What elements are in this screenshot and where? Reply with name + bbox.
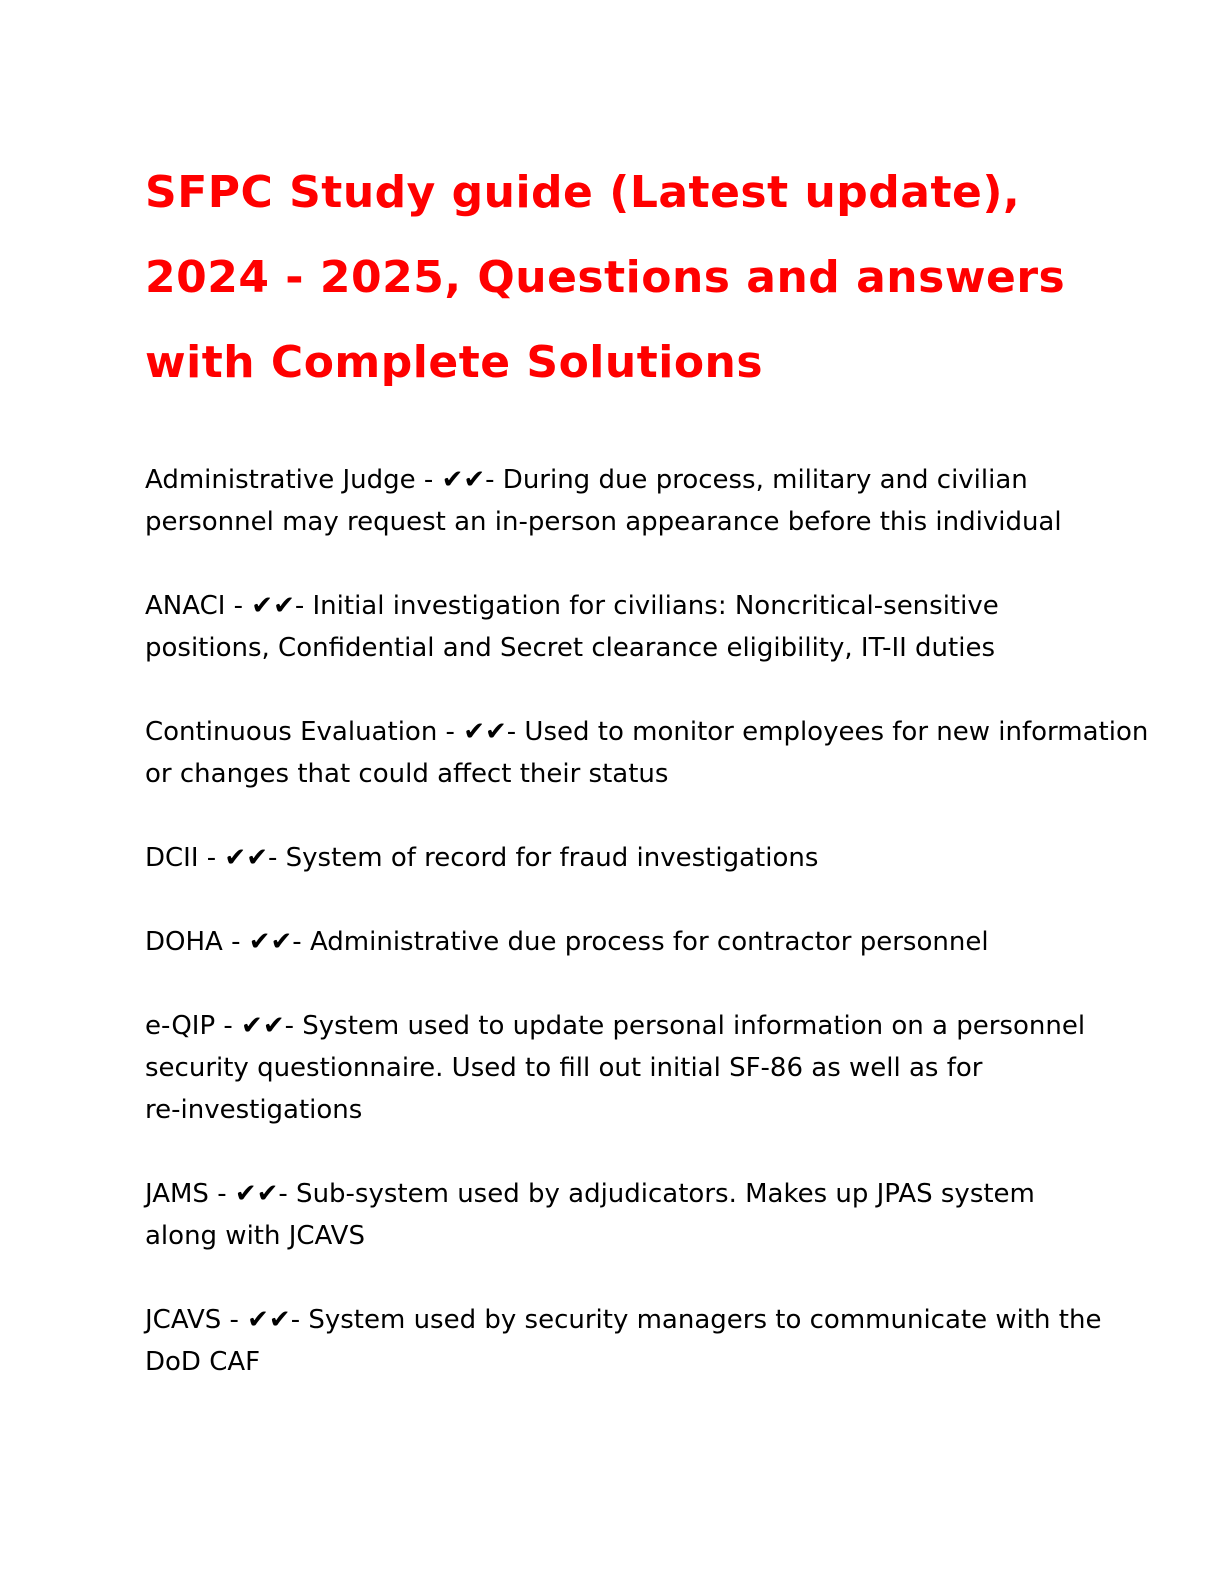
qa-line: DoD CAF — [145, 1347, 261, 1377]
qa-line: DCII - ✔✔- System of record for fraud investigations — [145, 843, 819, 873]
qa-line: positions, Confidential and Secret clearance eligibility, IT-II duties — [145, 633, 995, 663]
qa-line: Continuous Evaluation - ✔✔- Used to monitor employees for new information — [145, 717, 1149, 747]
qa-entry — [145, 837, 1084, 879]
qa-entry — [145, 459, 1084, 543]
qa-entry — [145, 1173, 1084, 1257]
qa-line: re-investigations — [145, 1095, 363, 1125]
qa-line: along with JCAVS — [145, 1221, 365, 1251]
qa-line: ANACI - ✔✔- Initial investigation for civilians: Noncritical-sensitive — [145, 591, 999, 621]
title-line-1: SFPC Study guide (Latest update), — [145, 167, 1021, 218]
qa-line: security questionnaire. Used to fill out initial SF-86 as well as for — [145, 1053, 983, 1083]
qa-list — [145, 459, 1149, 1383]
qa-entry — [145, 1299, 1102, 1383]
qa-line: JAMS - ✔✔- Sub-system used by adjudicators. Makes up JPAS system — [145, 1179, 1035, 1209]
document-title — [145, 150, 1084, 405]
title-line-2: 2024 - 2025, Questions and answers — [145, 252, 1066, 303]
qa-entry — [145, 1005, 1084, 1131]
qa-line: Administrative Judge - ✔✔- During due process, military and civilian — [145, 465, 1028, 495]
qa-entry — [145, 585, 1084, 669]
qa-line: DOHA - ✔✔- Administrative due process for contractor personnel — [145, 927, 989, 957]
qa-line: e-QIP - ✔✔- System used to update personal information on a personnel — [145, 1011, 1086, 1041]
qa-line: personnel may request an in-person appearance before this individual — [145, 507, 1062, 537]
qa-line: or changes that could affect their status — [145, 759, 669, 789]
qa-line: JCAVS - ✔✔- System used by security managers to communicate with the — [145, 1305, 1102, 1335]
qa-entry — [145, 711, 1149, 795]
qa-entry — [145, 921, 1084, 963]
title-line-3: with Complete Solutions — [145, 337, 764, 388]
